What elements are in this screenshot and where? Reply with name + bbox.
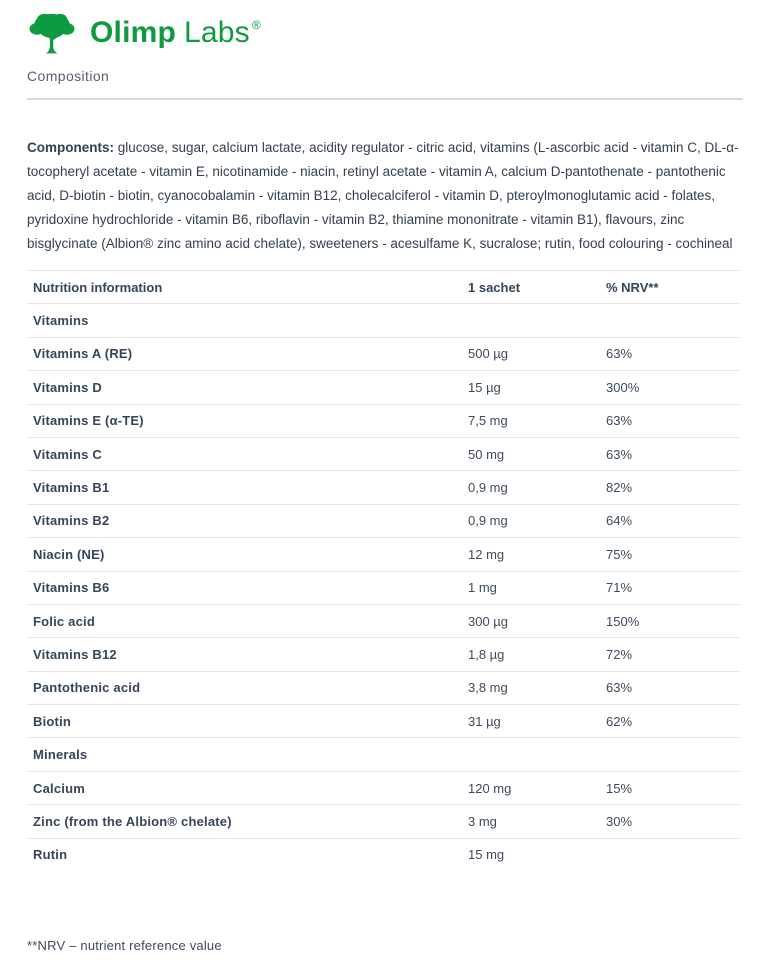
table-row	[27, 838, 740, 871]
nutrient-nrv: 62%	[606, 713, 633, 729]
nutrient-label: Folic acid	[33, 613, 95, 629]
nutrient-amount: 120 mg	[468, 780, 512, 796]
nutrient-amount: 0,9 mg	[468, 480, 508, 496]
nutrient-nrv: 71%	[606, 580, 633, 596]
table-row	[27, 671, 740, 704]
nutrient-label: Vitamins E (α-TE)	[33, 413, 144, 429]
nutrient-nrv: 63%	[606, 680, 633, 696]
table-row	[27, 537, 740, 570]
nutrient-nrv: 63%	[606, 413, 633, 429]
table-section-row	[27, 737, 740, 770]
nutrient-label: Niacin (NE)	[33, 546, 105, 562]
nutrient-amount: 1,8 µg	[468, 646, 505, 662]
nutrient-label: Vitamins D	[33, 379, 102, 395]
table-row	[27, 771, 740, 804]
table-row	[27, 604, 740, 637]
brand-name-olimp: Olimp	[90, 16, 177, 49]
table-row	[27, 470, 740, 503]
column-header-nrv: % NRV**	[606, 279, 659, 295]
column-header-nutrition-information: Nutrition information	[33, 279, 163, 295]
nutrient-amount: 50 mg	[468, 446, 505, 462]
brand-wordmark	[90, 18, 261, 48]
nutrient-amount: 3,8 mg	[468, 680, 508, 696]
nutrient-label: Pantothenic acid	[33, 680, 141, 696]
nutrient-amount: 1 mg	[468, 580, 497, 596]
nutrition-table	[27, 270, 740, 871]
nutrient-label: Rutin	[33, 847, 68, 863]
nutrient-nrv: 150%	[606, 613, 640, 629]
nutrient-nrv: 82%	[606, 480, 633, 496]
nutrient-amount: 7,5 mg	[468, 413, 508, 429]
nutrient-amount: 300 µg	[468, 613, 509, 629]
brand-name-labs: Labs	[184, 16, 250, 49]
header-divider	[27, 98, 743, 100]
table-row	[27, 337, 740, 370]
nutrient-label: Vitamins C	[33, 446, 102, 462]
nutrient-label: Biotin	[33, 713, 72, 729]
nutrient-nrv: 300%	[606, 379, 640, 395]
table-row	[27, 404, 740, 437]
nutrient-nrv: 30%	[606, 813, 633, 829]
table-row	[27, 571, 740, 604]
nrv-footnote: **NRV – nutrient reference value	[27, 938, 222, 953]
table-row	[27, 804, 740, 837]
nutrient-amount: 31 µg	[468, 713, 501, 729]
table-section-row	[27, 303, 740, 336]
nutrient-label: Vitamins B12	[33, 646, 117, 662]
section-label: Minerals	[33, 747, 88, 763]
nutrient-label: Zinc (from the Albion® chelate)	[33, 813, 232, 829]
nutrient-amount: 15 mg	[468, 847, 505, 863]
table-row	[27, 437, 740, 470]
nutrient-amount: 12 mg	[468, 546, 505, 562]
registered-trademark-symbol: ®	[251, 18, 261, 32]
nutrient-amount: 500 µg	[468, 346, 509, 362]
nutrient-nrv: 63%	[606, 346, 633, 362]
nutrient-nrv: 63%	[606, 446, 633, 462]
olimp-labs-logo	[27, 0, 743, 55]
nutrient-nrv: 64%	[606, 513, 633, 529]
table-row	[27, 637, 740, 670]
section-label: Vitamins	[33, 313, 89, 329]
components-text: glucose, sugar, calcium lactate, acidity regulator - citric acid, vitamins (L-ascorbic acid - vitamin C, DL-α-tocopheryl acetate - vitamin E, nicotinamide - niacin, retinyl acetate - vitamin A, calcium D-pantothenate - pantothenic acid, D-biotin - biotin, cyanocobalamin - vitamin B12, cholecalciferol - vitamin D, pteroylmonoglutamic acid - folates, pyridoxine hydrochloride - vitamin B6, riboflavin - vitamin B2, thiamine mononitrate - vitamin B1), flavours, zinc bisglycinate (Albion® zinc amino acid chelate), sweeteners - acesulfame K, sucralose; rutin, food colouring - cochineal	[27, 140, 739, 251]
section-title-composition: Composition	[27, 68, 110, 84]
table-row	[27, 504, 740, 537]
nutrient-amount: 0,9 mg	[468, 513, 508, 529]
column-header-1-sachet: 1 sachet	[468, 279, 521, 295]
nutrient-label: Vitamins B1	[33, 480, 110, 496]
table-body	[27, 303, 740, 871]
table-row	[27, 370, 740, 403]
nutrient-label: Calcium	[33, 780, 85, 796]
nutrient-label: Vitamins A (RE)	[33, 346, 133, 362]
nutrient-label: Vitamins B2	[33, 513, 110, 529]
nutrient-nrv: 72%	[606, 646, 633, 662]
nutrient-label: Vitamins B6	[33, 580, 110, 596]
nutrient-nrv: 15%	[606, 780, 633, 796]
components-paragraph	[27, 136, 743, 256]
tree-logo-icon	[27, 11, 77, 55]
nutrient-amount: 15 µg	[468, 379, 501, 395]
nutrient-nrv: 75%	[606, 546, 633, 562]
table-row	[27, 704, 740, 737]
components-label: Components:	[27, 140, 114, 155]
table-header-row	[27, 270, 740, 303]
nutrient-amount: 3 mg	[468, 813, 497, 829]
